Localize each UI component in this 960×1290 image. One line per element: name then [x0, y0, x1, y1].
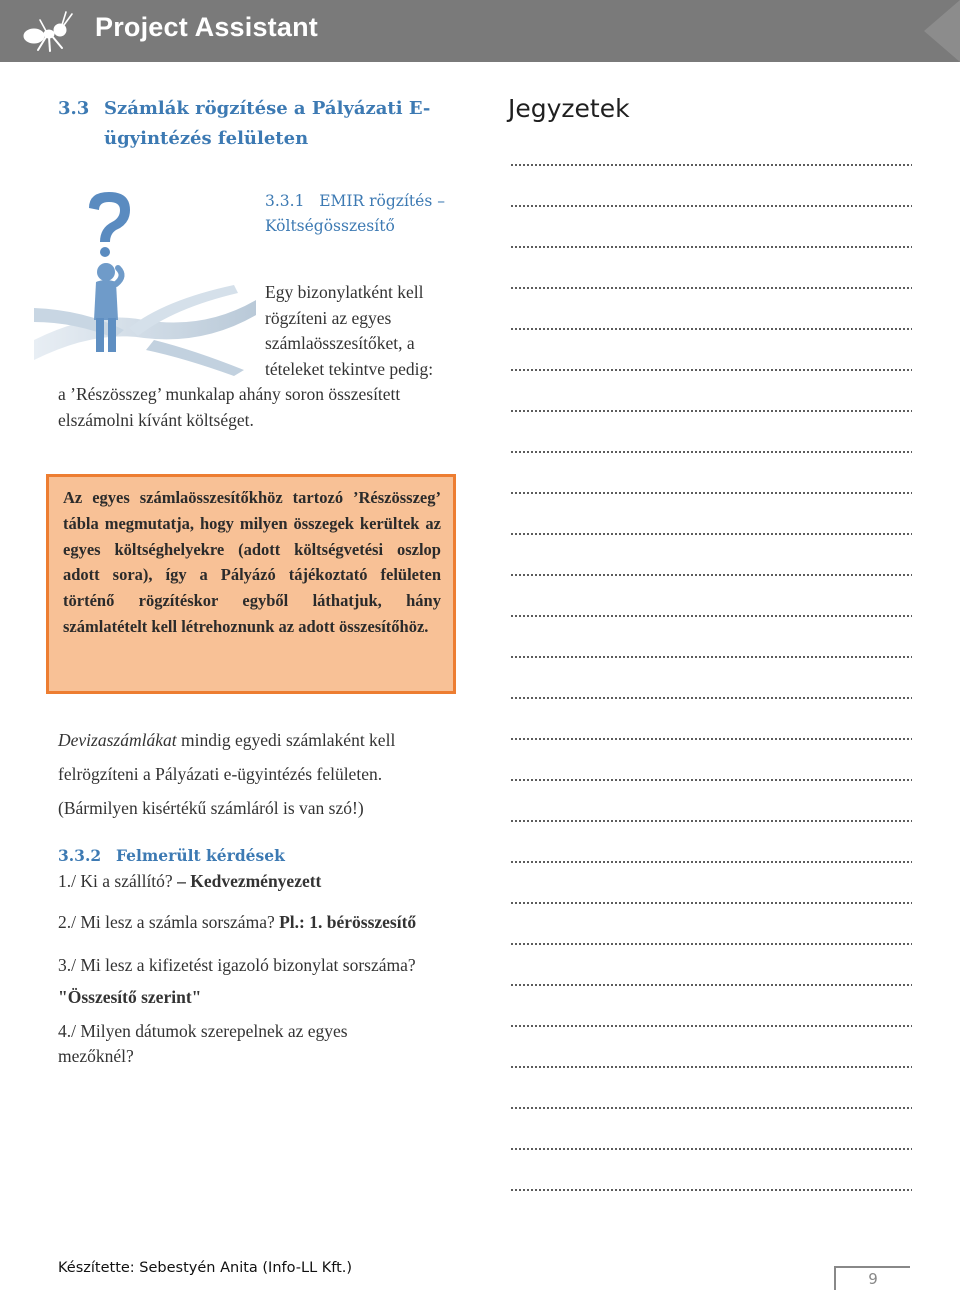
intro-line: a ’Részösszeg’ munkalap ahány soron összesített [58, 384, 401, 404]
note-line [510, 574, 912, 576]
questions-title: Felmerült kérdések [116, 846, 285, 865]
note-line [510, 328, 912, 330]
note-line [510, 533, 912, 535]
currency-note-line1 [58, 730, 395, 751]
corner-decoration [920, 0, 960, 62]
intro-line: rögzíteni az egyes [265, 307, 392, 328]
note-line [510, 738, 912, 740]
question-mark-person-crossroads-icon [34, 190, 256, 376]
currency-note-line3: (Bármilyen kisértékű számláról is van szó!) [58, 798, 364, 818]
section-title-line1: Számlák rögzítése a Pályázati E- [104, 98, 431, 119]
header-banner [0, 0, 960, 62]
currency-note-line2: felrögzíteni a Pályázati e-ügyintézés felületen. [58, 764, 383, 784]
question-3: 3./ Mi lesz a kifizetést igazoló bizonylat sorszáma? [58, 955, 416, 975]
note-line [510, 1025, 912, 1027]
note-line [510, 1189, 912, 1191]
subsection-title [265, 189, 485, 239]
note-line [510, 164, 912, 166]
question-2 [58, 912, 416, 933]
note-line [510, 410, 912, 412]
intro-line: számlaösszesítőket, a [265, 333, 415, 353]
questions-heading [58, 846, 285, 865]
questions-number: 3.3.2 [58, 846, 102, 865]
note-line [510, 492, 912, 494]
question-4-line2: mezőknél? [58, 1046, 134, 1066]
question-text: 2./ Mi lesz a számla sorszáma? [58, 912, 280, 932]
page-number-box [834, 1266, 910, 1290]
note-line [510, 656, 912, 658]
answer-3: "Összesítő szerint" [58, 987, 202, 1007]
intro-paragraph-full [58, 382, 478, 433]
page-number: 9 [868, 1270, 878, 1288]
brand-title: Project Assistant [95, 12, 318, 42]
note-line [510, 943, 912, 945]
question-text: 1./ Ki a szállító? [58, 871, 178, 891]
note-line [510, 369, 912, 371]
section-title [58, 94, 458, 154]
note-line [510, 820, 912, 822]
note-line [510, 1148, 912, 1150]
subsection-number: 3.3.1 [265, 192, 305, 210]
currency-note-italic: Devizaszámlákat [58, 730, 177, 750]
note-line [510, 246, 912, 248]
question-4-line1: 4./ Milyen dátumok szerepelnek az egyes [58, 1021, 348, 1041]
note-line [510, 984, 912, 986]
intro-line: Egy bizonylatként kell [265, 282, 424, 302]
question-1 [58, 871, 321, 892]
answer-text: – Kedvezményezett [177, 871, 322, 891]
notes-title: Jegyzetek [508, 94, 630, 123]
subsection-title-line2: Költségösszesítő [265, 217, 395, 235]
currency-note-rest: mindig egyedi számlaként kell [176, 730, 396, 750]
answer-text: Pl.: 1. bérösszesítő [279, 912, 417, 932]
intro-paragraph-right [265, 280, 465, 382]
note-line [510, 1066, 912, 1068]
section-title-line2: ügyintézés felületen [104, 128, 309, 149]
note-line [510, 451, 912, 453]
footer-author: Készítette: Sebestyén Anita (Info-LL Kft.) [58, 1260, 353, 1276]
intro-line: elszámolni kívánt költséget. [58, 409, 254, 430]
note-line [510, 861, 912, 863]
subsection-title-line1: EMIR rögzítés – [319, 192, 445, 210]
intro-line: tételeket tekintve pedig: [265, 358, 434, 379]
note-line [510, 697, 912, 699]
note-line [510, 205, 912, 207]
note-line [510, 1107, 912, 1109]
note-line [510, 615, 912, 617]
highlight-text: Az egyes számlaösszesítőkhöz tartozó ’Részösszeg’ tábla megmutatja, hogy milyen összegek kerültek az egyes költséghelyekre (adott költségvetési oszlop adott sora), így a Pályázó tájékoztató felületen történő rögzítéskor egyből láthatjuk, hány számlatételt kell létrehoznunk az adott összesítőhöz. [63, 488, 441, 636]
ant-icon [16, 6, 88, 54]
highlight-box [46, 474, 456, 694]
section-number: 3.3 [58, 98, 90, 119]
note-line [510, 287, 912, 289]
note-line [510, 902, 912, 904]
note-line [510, 779, 912, 781]
